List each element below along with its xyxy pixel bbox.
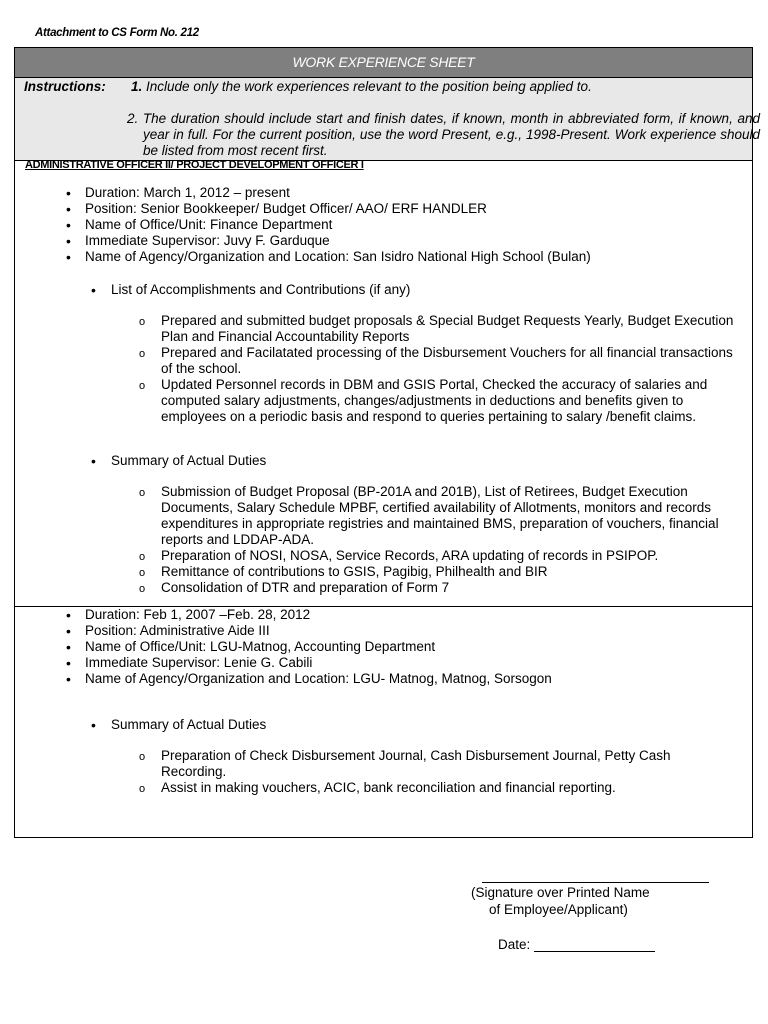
instructions-box — [15, 78, 760, 161]
position-applied-heading: ADMINISTRATIVE OFFICER II/ PROJECT DEVELOPMENT OFFICER I — [25, 159, 364, 171]
job1-supervisor: • Immediate Supervisor: Juvy F. Garduque — [66, 233, 726, 249]
job2-details — [66, 607, 726, 687]
instruction-1-number: 1. — [131, 79, 143, 94]
list-item: o Assist in making vouchers, ACIC, bank reconciliation and financial reporting. — [139, 780, 739, 796]
job2-duration: • Duration: Feb 1, 2007 –Feb. 28, 2012 — [66, 607, 726, 623]
job2-position: • Position: Administrative Aide III — [66, 623, 726, 639]
job2-supervisor: • Immediate Supervisor: Lenie G. Cabili — [66, 655, 726, 671]
job1-duties-header — [91, 453, 691, 469]
list-item: o Preparation of Check Disbursement Journal, Cash Disbursement Journal, Petty Cash Recording. — [139, 748, 739, 780]
list-item: o Updated Personnel records in DBM and GSIS Portal, Checked the accuracy of salaries and computed salary adjustments, changes/adjustments in deductions and benefits given to employees on a periodic basis and respond to queries pertaining to salary /benefit claims. — [139, 377, 739, 425]
instructions-label: Instructions: — [24, 79, 106, 94]
list-item: o Remittance of contributions to GSIS, Pagibig, Philhealth and BIR — [139, 564, 739, 580]
date-label: Date: — [498, 937, 531, 952]
signature-line — [482, 882, 709, 883]
instruction-1 — [131, 79, 592, 95]
job2-office: • Name of Office/Unit: LGU-Matnog, Accounting Department — [66, 639, 726, 655]
attachment-label: Attachment to CS Form No. 212 — [35, 27, 199, 39]
job1-duration: • Duration: March 1, 2012 – present — [66, 185, 726, 201]
date-line — [534, 938, 655, 952]
job1-duties-label: • Summary of Actual Duties — [91, 453, 691, 469]
sheet-title: WORK EXPERIENCE SHEET — [15, 48, 752, 78]
list-item: o Preparation of NOSI, NOSA, Service Records, ARA updating of records in PSIPOP. — [139, 548, 739, 564]
job1-accomplishments-list — [139, 313, 739, 425]
list-item: o Consolidation of DTR and preparation of Form 7 — [139, 580, 739, 596]
instruction-2: 2. The duration should include start and finish dates, if known, month in abbreviated form, if known, and year in full. For the current position, use the word Present, e.g., 1998-Present. Work experience should be listed from most recent first. — [127, 111, 760, 158]
signature-caption-1: (Signature over Printed Name — [471, 885, 650, 900]
job1-office: • Name of Office/Unit: Finance Department — [66, 217, 726, 233]
job2-duties-header — [91, 717, 691, 733]
job2-duties-label: • Summary of Actual Duties — [91, 717, 691, 733]
job1-agency: • Name of Agency/Organization and Location: San Isidro National High School (Bulan) — [66, 249, 726, 265]
signature-caption-2: of Employee/Applicant) — [489, 902, 628, 917]
job2-agency: • Name of Agency/Organization and Location: LGU- Matnog, Matnog, Sorsogon — [66, 671, 726, 687]
date-field — [498, 937, 655, 952]
instruction-1-text: Include only the work experiences relevant to the position being applied to. — [146, 79, 592, 94]
work-experience-sheet — [14, 47, 760, 838]
job1-details — [66, 185, 726, 265]
job1-duties-list — [139, 484, 739, 596]
job1-accomplishments-label: • List of Accomplishments and Contributions (if any) — [91, 282, 691, 298]
list-item: o Prepared and Facilatated processing of the Disbursement Vouchers for all financial transactions of the school. — [139, 345, 739, 377]
list-item: o Prepared and submitted budget proposals & Special Budget Requests Yearly, Budget Execution Plan and Financial Accountability Reports — [139, 313, 739, 345]
list-item: o Submission of Budget Proposal (BP-201A and 201B), List of Retirees, Budget Execution Documents, Salary Schedule MPBF, certified availability of Allotments, monitors and records expenditures in appropriate registries and maintained BMS, preparation of vouchers, financial reports and LDDAP-ADA. — [139, 484, 739, 548]
job1-position: • Position: Senior Bookkeeper/ Budget Officer/ AAO/ ERF HANDLER — [66, 201, 726, 217]
job2-duties-list — [139, 748, 739, 796]
job1-accomplishments-header — [91, 282, 691, 298]
